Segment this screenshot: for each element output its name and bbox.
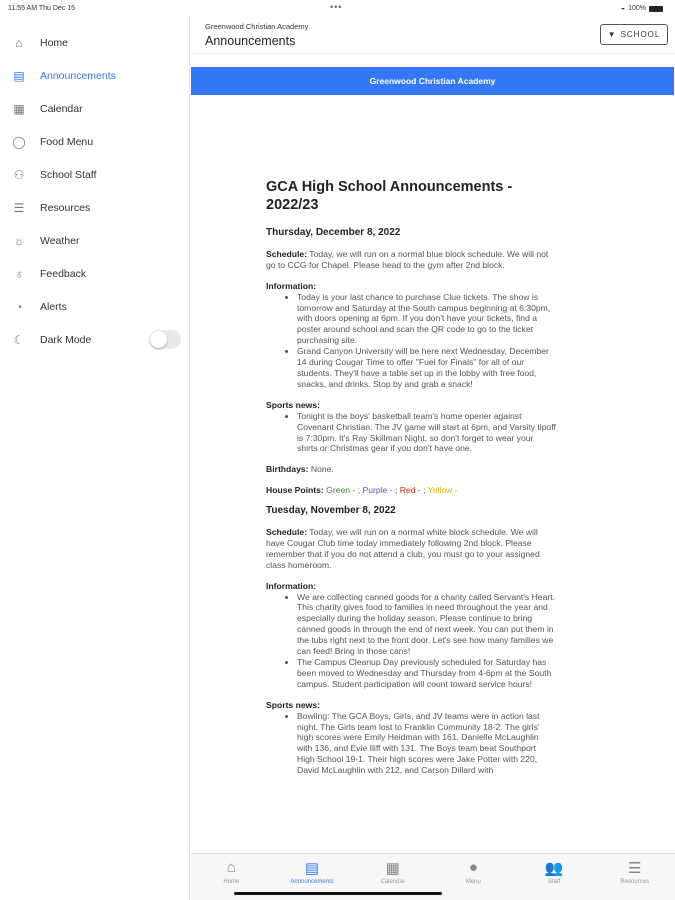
sun-icon: ☼: [13, 233, 25, 248]
sidebar-item-weather[interactable]: ☼ Weather: [0, 224, 189, 257]
dark-mode-toggle[interactable]: [149, 330, 181, 349]
date-heading: Tuesday, November 8, 2022: [266, 505, 396, 517]
list-icon: ☰: [13, 200, 25, 215]
date-heading: Thursday, December 8, 2022: [266, 227, 401, 238]
apple-icon: ●: [468, 859, 478, 876]
schedule-paragraph: Schedule: Today, we will run on a normal blue block schedule. We will not go to CCG for Chapel. Please head to the gym after 2nd block.: [266, 248, 549, 270]
birthdays-paragraph: Birthdays: None.: [266, 464, 334, 475]
sidebar-item-dark-mode: ☾ Dark Mode: [0, 323, 189, 356]
bell-icon: ◔: [15, 299, 23, 314]
school-name: Greenwood Christian Academy: [205, 22, 309, 31]
multitask-dots[interactable]: •••: [330, 2, 343, 12]
tab-resources[interactable]: ☰ Resources: [620, 860, 650, 885]
calendar-icon: ▦: [13, 101, 25, 116]
sidebar-item-calendar[interactable]: ▦ Calendar: [0, 92, 189, 125]
section-label: Sports news:: [266, 399, 320, 410]
battery-icon: [649, 6, 663, 12]
list-item: • We are collecting canned goods for a charity called Servant's Heart. This charity gives food to families in need throughout the year and especially during the holiday season. Please continue to bring canned goods in through the end of next week. You can put them in the tubs right next to the front door. Let's see how many families we can feed! Bring in those cans!: [297, 592, 556, 657]
caret-down-icon: ▼: [607, 30, 617, 39]
home-indicator[interactable]: [234, 892, 442, 895]
sidebar-item-home[interactable]: ⌂ Home: [0, 26, 189, 59]
tab-home[interactable]: ⌂ Home: [223, 859, 240, 885]
sidebar-item-feedback[interactable]: ♁ Feedback: [0, 257, 189, 290]
section-label: Sports news:: [266, 699, 320, 710]
school-banner: Greenwood Christian Academy: [191, 67, 674, 95]
calendar-icon: ▦: [385, 860, 400, 877]
lightbulb-icon: ♁: [14, 266, 24, 281]
status-bar: [0, 0, 675, 16]
sidebar: [0, 16, 190, 900]
wifi-icon: ◒: [620, 5, 626, 12]
food-icon: ◯: [12, 134, 26, 149]
tab-menu[interactable]: ● Menu: [465, 859, 481, 885]
tab-announcements[interactable]: ▤ Announcements: [290, 860, 334, 885]
home-icon: ⌂: [226, 859, 236, 876]
battery-percent: 100%: [628, 5, 646, 12]
schedule-paragraph: Schedule: Today, we will run on a normal white block schedule. We will have Cougar Club time today immediately following 2nd block. Please remember that if you do not attend a club, you must go to your assigned class homeroom.: [266, 527, 540, 570]
sidebar-item-announcements[interactable]: ▤ Announcements: [0, 59, 189, 92]
sidebar-item-alerts[interactable]: ◔ Alerts: [0, 290, 189, 323]
home-icon: ⌂: [15, 35, 23, 50]
announcements-icon: ▤: [13, 68, 25, 83]
sidebar-item-resources[interactable]: ☰ Resources: [0, 191, 189, 224]
list-item: • Today is your last chance to purchase Clue tickets. The show is tomorrow and Saturday at the South campus beginning at 6:30pm, with doors opening at 6pm. If you don't have your tickets, find a poster around school and scan the QR code to go to the ticket purchasing site.: [297, 292, 556, 347]
staff-icon: ⚇: [13, 167, 25, 182]
document-title: GCA High School Announcements - 2022/23: [266, 179, 513, 213]
sidebar-item-school-staff[interactable]: ⚇ School Staff: [0, 158, 189, 191]
header: [191, 16, 675, 54]
school-select-button[interactable]: ▼ SCHOOL: [600, 24, 668, 45]
sidebar-item-food-menu[interactable]: ◯ Food Menu: [12, 134, 94, 149]
house-points: House Points: Green - ; Purple - ; Red - ; Yellow -: [266, 485, 458, 496]
tab-calendar[interactable]: ▦ Calendar: [380, 860, 405, 885]
tab-staff[interactable]: 👥 Staff: [544, 860, 564, 885]
page-title: Announcements: [205, 34, 296, 48]
section-label: Information:: [266, 280, 317, 291]
announcements-icon: ▤: [304, 860, 320, 877]
list-item: • The Campus Cleanup Day previously scheduled for Saturday has been moved to Wednesday and Thursday from 4-6pm at the South campus. Student participation will count toward service hours!: [297, 657, 556, 690]
announcement-document: [266, 178, 556, 850]
moon-icon: ☾: [13, 332, 25, 347]
list-item: • Tonight is the boys' basketball team's home opener against Covenant Christian. The JV game will start at 6pm, and Varsity tipoff is 7:30pm. It's Ray Skillman Night, so don't forget to wear your shirts or Christmas gear if you don't have one.: [297, 411, 556, 455]
list-item: • Grand Canyon University will be here next Wednesday, December 14 during Cougar Time to offer "Fuel for Finals" for all of our students. They'll have a table set up in the lobby with free food, snacks, and drinks. Stop by and grab a snack!: [297, 346, 556, 390]
staff-icon: 👥: [544, 860, 564, 877]
list-item: • Bowling: The GCA Boys, Girls, and JV teams were in action last night. The Girls team lost to Franklin Community 18-2. The girls' high scores were Emily Heidman with 161, Danielle McLaughlin with 136, and Evie Iliff with 131. The Boys team beat Southport High School 19-1. Their high scores were Jake Potter with 220, David McLaughlin with 212, and Carson Dillard with: [297, 711, 556, 776]
section-label: Information:: [266, 580, 317, 591]
list-icon: ☰: [627, 860, 642, 877]
status-time: 11:55 AM Thu Dec 15: [8, 5, 76, 12]
